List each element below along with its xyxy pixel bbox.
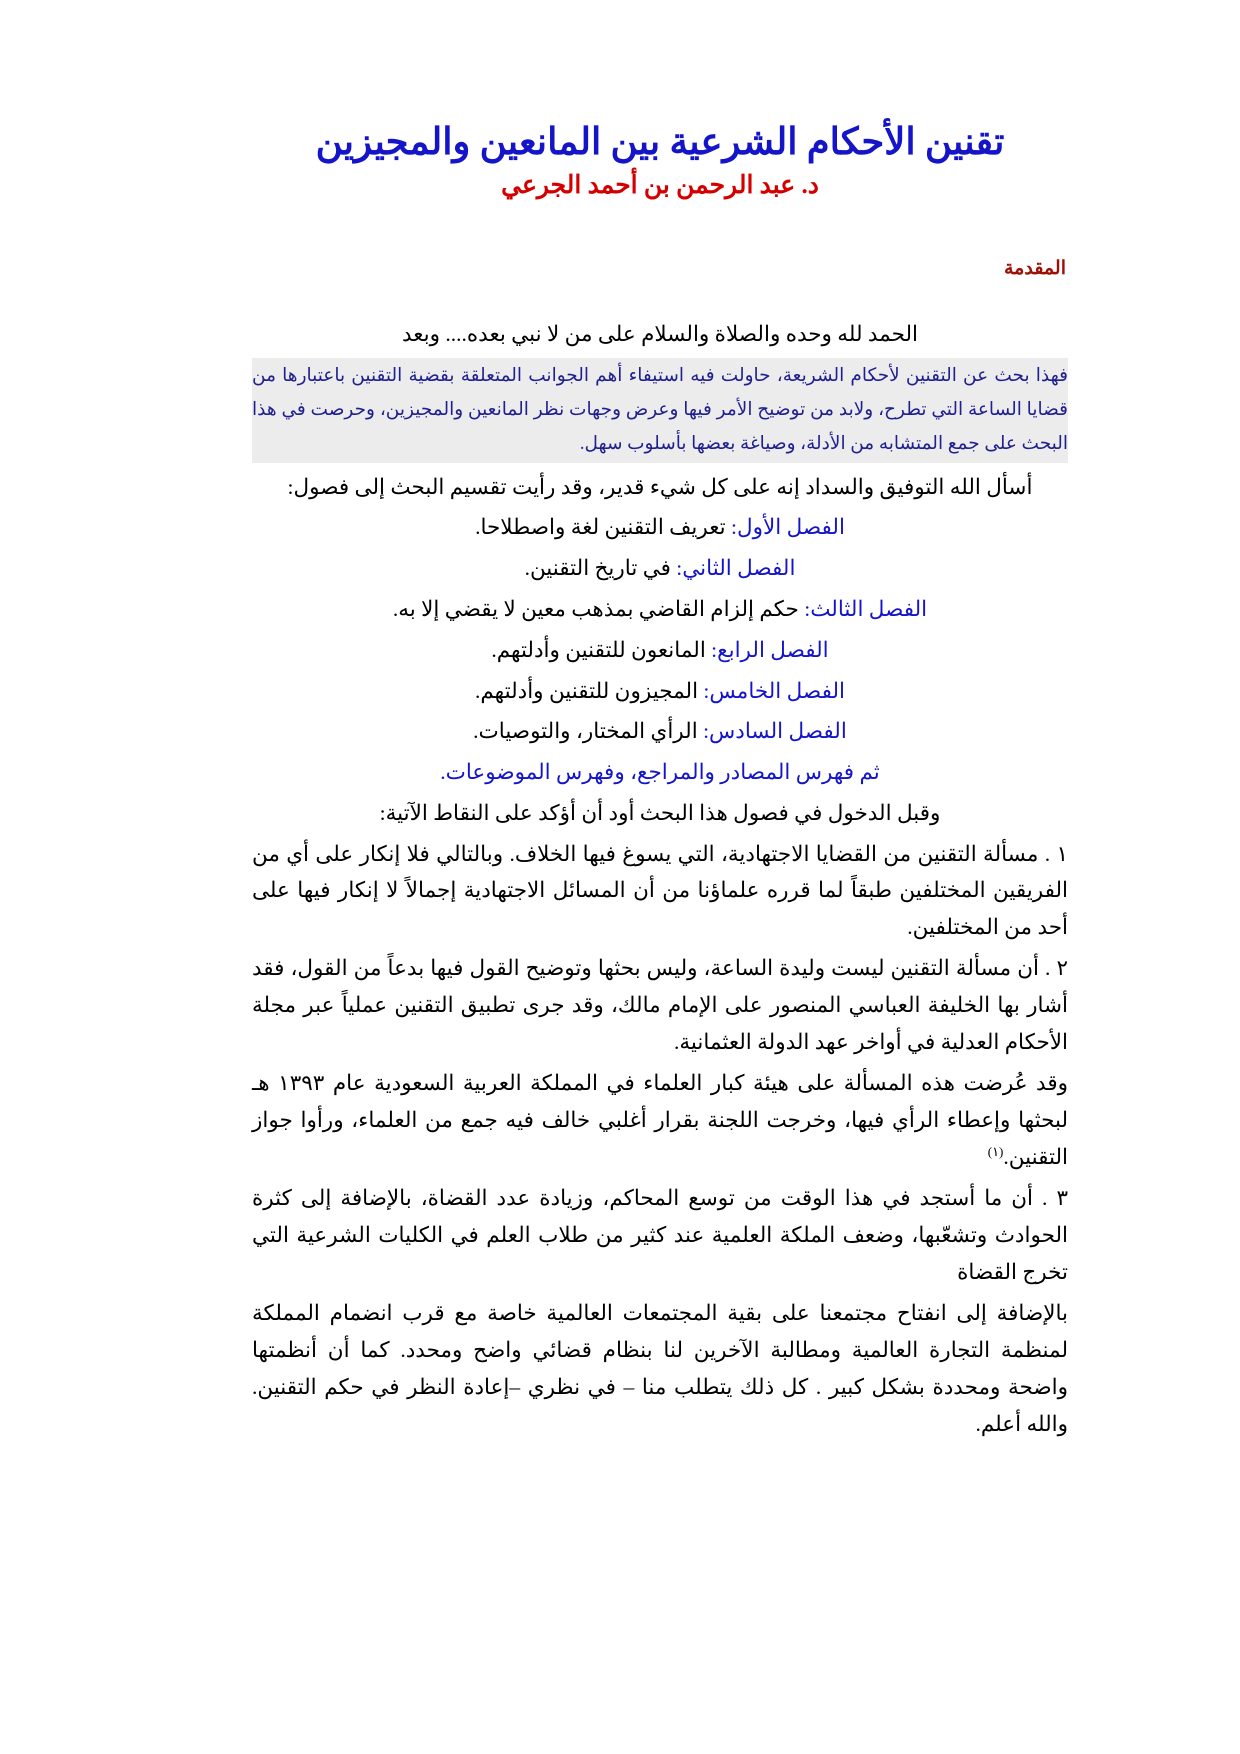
intro-opening-line: الحمد لله وحده والصلاة والسلام على من لا نبي بعده.... وبعد: [402, 321, 918, 346]
highlighted-abstract-paragraph: [252, 358, 1068, 463]
committee-paragraph: [252, 1065, 1068, 1176]
chapter-label: الفصل الثالث:: [804, 596, 928, 621]
chapter-text: الرأي المختار، والتوصيات.: [473, 719, 704, 744]
section-heading-introduction: المقدمة: [1003, 257, 1066, 279]
chapter-label: الفصل الرابع:: [711, 637, 829, 662]
chapter-list-item: [252, 713, 1068, 750]
chapter-label: الفصل السادس:: [703, 719, 847, 744]
chapter-label: الفصل الأول:: [731, 514, 845, 539]
point-three: ٣ . أن ما أستجد في هذا الوقت من توسع المحاكم، وزيادة عدد القضاة، بالإضافة إلى كثرة الحوادث وتشعّبها، وضعف الملكة العلمية عند كثير من طلاب العلم في الكليات الشرعية التي تخرج القضاة: [252, 1186, 1068, 1285]
document-content: [252, 120, 1068, 1447]
chapter-list-item: [252, 550, 1068, 587]
chapter-list-item: [252, 673, 1068, 710]
chapter-text: تعريف التقنين لغة واصطلاحا.: [475, 514, 731, 539]
point-three-continuation: بالإضافة إلى انفتاح مجتمعنا على بقية المجتمعات العالمية خاصة مع قرب انضمام المملكة لمنظمة التجارة العالمية ومطالبة الآخرين لنا بنظام قضائي واضح ومحدد. كما أن أنظمتها واضحة ومحددة بشكل كبير . كل ذلك يتطلب منا – في نظري –إعادة النظر في حكم التقنين. والله أعلم.: [252, 1301, 1068, 1437]
point-one: ١ . مسألة التقنين من القضايا الاجتهادية، التي يسوغ فيها الخلاف. وبالتالي فلا إنكار على أي من الفريقين المختلفين طبقاً لما قرره علماؤنا من أن المسائل الاجتهادية إجمالاً لا إنكار فيها على أحد من المختلفين.: [252, 841, 1068, 940]
indices-line: ثم فهرس المصادر والمراجع، وفهرس الموضوعات.: [440, 760, 880, 785]
highlighted-abstract-text: فهذا بحث عن التقنين لأحكام الشريعة، حاولت فيه استيفاء أهم الجوانب المتعلقة بقضية التقنين باعتبارها من قضايا الساعة التي تطرح، ولابد من توضيح الأمر فيها وعرض وجهات نظر المانعين والمجيزين، وحرصت في هذا البحث على جمع المتشابه من الأدلة، وصياغة بعضها بأسلوب سهل.: [252, 365, 1068, 455]
author-byline: د. عبد الرحمن بن أحمد الجرعي: [501, 172, 819, 200]
chapter-text: المجيزون للتقنين وأدلتهم.: [475, 678, 704, 703]
page-title: تقنين الأحكام الشرعية بين المانعين والمجيزين: [315, 122, 1005, 163]
intro-after-highlight: أسأل الله التوفيق والسداد إنه على كل شيء قدير، وقد رأيت تقسيم البحث إلى فصول:: [287, 474, 1033, 499]
chapter-list-item: [252, 509, 1068, 546]
chapter-label: الفصل الخامس:: [703, 678, 845, 703]
committee-paragraph-text: وقد عُرضت هذه المسألة على هيئة كبار العلماء في المملكة العربية السعودية عام ١٣٩٣ هـ لبحثها وإعطاء الرأي فيها، وخرجت اللجنة بقرار أغلبي خالف فيه جمع من العلماء، ورأوا جواز التقنين.: [252, 1071, 1068, 1170]
before-points-line: وقبل الدخول في فصول هذا البحث أود أن أؤكد على النقاط الآتية:: [379, 801, 941, 826]
chapter-list-item: [252, 591, 1068, 628]
chapter-text: في تاريخ التقنين.: [524, 555, 677, 580]
chapter-label: الفصل الثاني:: [676, 555, 796, 580]
footnote-marker: (١): [987, 1144, 1004, 1160]
chapter-text: حكم إلزام القاضي بمذهب معين لا يقضي إلا به.: [392, 596, 805, 621]
point-two: ٢ . أن مسألة التقنين ليست وليدة الساعة، وليس بحثها وتوضيح القول فيها بدعاً من القول، فقد أشار بها الخليفة العباسي المنصور على الإمام مالك، وقد جرى تطبيق التقنين عملياً عبر مجلة الأحكام العدلية في أواخر عهد الدولة العثمانية.: [252, 956, 1068, 1055]
chapter-text: المانعون للتقنين وأدلتهم.: [491, 637, 712, 662]
chapter-list-item: [252, 632, 1068, 669]
